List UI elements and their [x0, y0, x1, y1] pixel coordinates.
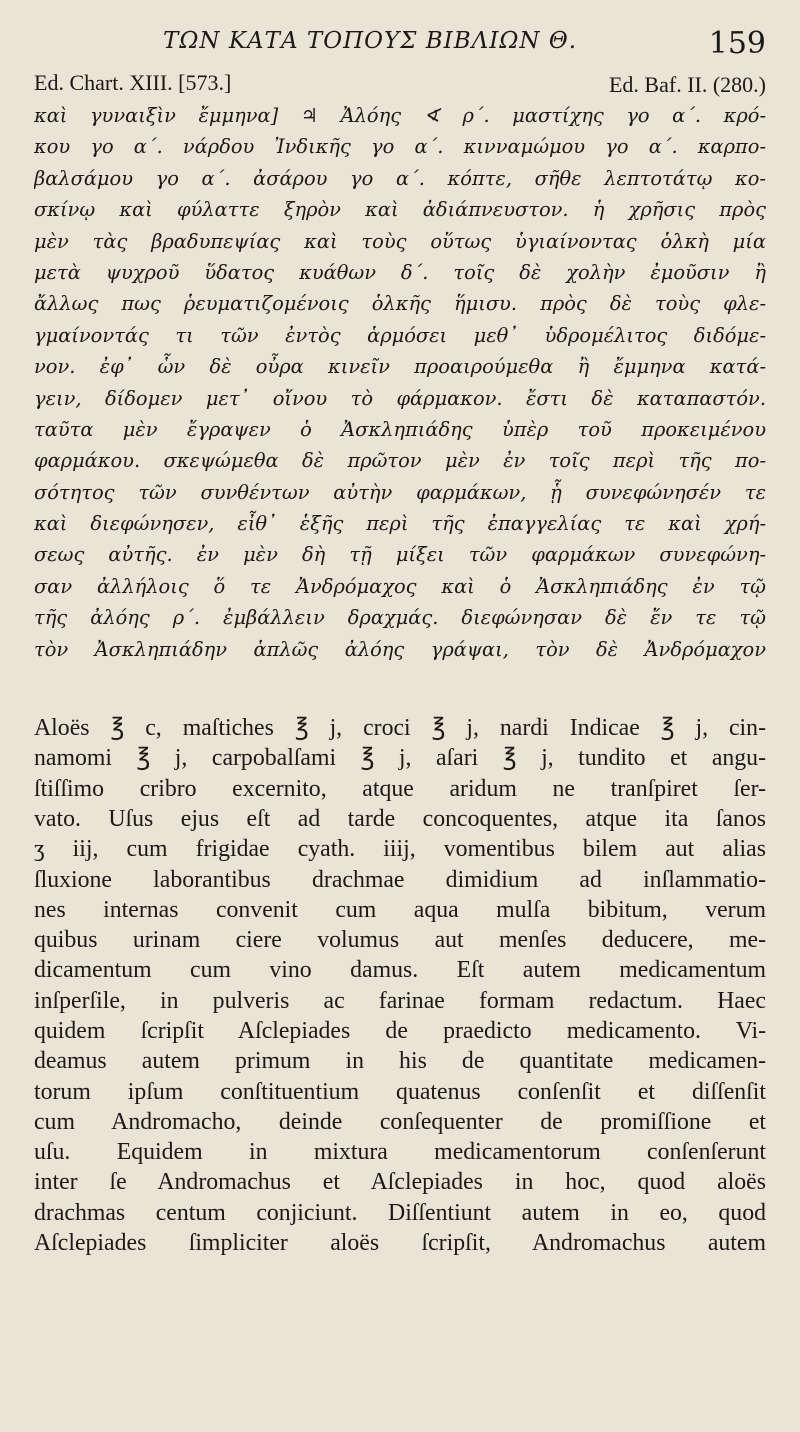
latin-text-block: [34, 713, 766, 1258]
latin-text-line: dicamentum cum vino damus. Eſt autem medicamentum: [34, 957, 766, 984]
greek-text-line: καὶ διεφώνησεν, εἶθ᾽ ἑξῆς περὶ τῆς ἐπαγγελίας τε καὶ χρή-: [34, 512, 766, 536]
edition-basel: Ed. Baf. II. (280.): [608, 72, 766, 97]
latin-text-line: ʒ iij, cum frigidae cyath. iiij, vomentibus bilem aut alias: [34, 836, 766, 863]
latin-text-line: torum ipſum conſtituentium quatenus conſenſit et diſſenſit: [34, 1078, 766, 1105]
latin-text-line: vato. Uſus ejus eſt ad tarde concoquentes, atque ita ſanos: [34, 805, 766, 832]
greek-text-line: τῆς ἀλόης ρ΄. ἐμβάλλειν δραχμάς. διεφώνησαν δὲ ἔν τε τῷ: [34, 606, 766, 630]
latin-text-line: inſperſile, in pulveris ac farinae formam redactum. Haec: [34, 987, 766, 1014]
latin-text-line: ſluxione laborantibus drachmae dimidium ad inſlammatio-: [34, 866, 766, 893]
latin-text-line: drachmas centum conjiciunt. Diſſentiunt autem in eo, quod: [34, 1199, 766, 1226]
greek-text-line: τὸν Ἀσκληπιάδην ἁπλῶς ἀλόης γράψαι, τὸν δὲ Ἀνδρόμαχον: [34, 637, 766, 661]
page-number: 159: [708, 26, 766, 61]
latin-text-line: ſtiſſimo cribro excernito, atque aridum ne tranſpiret ſer-: [34, 775, 766, 802]
greek-text-block: [34, 100, 766, 665]
greek-text-line: σκίνῳ καὶ φύλαττε ξηρὸν καὶ ἀδιάπνευστον. ἡ χρῆσις πρὸς: [34, 198, 766, 222]
latin-text-line: uſu. Equidem in mixtura medicamentorum conſenſerunt: [34, 1139, 766, 1166]
latin-text-line: inter ſe Andromachus et Aſclepiades in hoc, quod aloës: [34, 1169, 766, 1196]
greek-text-line: σαν ἀλλήλοις ὅ τε Ἀνδρόμαχος καὶ ὁ Ἀσκληπιάδης ἐν τῷ: [34, 574, 766, 598]
latin-text-line: Aloës ℥ c, maſtiches ℥ j, croci ℥ j, nardi Indicae ℥ j, cin-: [34, 715, 766, 742]
greek-text-line: νον. ἐφ᾽ ὧν δὲ οὖρα κινεῖν προαιρούμεθα ἢ ἔμμηνα κατά-: [34, 355, 766, 379]
greek-text-line: κου γο α΄. νάρδου Ἰνδικῆς γο α΄. κινναμώμου γο α΄. καρπο-: [34, 135, 766, 159]
greek-text-line: ταῦτα μὲν ἔγραψεν ὁ Ἀσκληπιάδης ὑπὲρ τοῦ προκειμένου: [34, 417, 766, 441]
greek-text-line: φαρμάκου. σκεψώμεθα δὲ πρῶτον μὲν ἐν τοῖς περὶ τῆς πο-: [34, 449, 766, 473]
latin-text-line: cum Andromacho, deinde conſequenter de promiſſione et: [34, 1108, 766, 1135]
latin-text-line: quidem ſcripſit Aſclepiades de praedicto medicamento. Vi-: [34, 1018, 766, 1044]
greek-text-line: γειν, δίδομεν μετ᾽ οἴνου τὸ φάρμακον. ἔστι δὲ καταπαστόν.: [34, 386, 766, 410]
greek-text-line: βαλσάμου γο α΄. ἀσάρου γο α΄. κόπτε, σῆθε λεπτοτάτῳ κο-: [34, 166, 766, 190]
greek-text-line: γμαίνοντάς τι τῶν ἐντὸς ἁρμόσει μεθ᾽ ὑδρομέλιτος διδόμε-: [34, 323, 766, 347]
latin-text-line: Aſclepiades ſimpliciter aloës ſcripſit, Andromachus autem: [34, 1230, 766, 1257]
section-gap: [34, 665, 766, 713]
running-title: ΤΩΝ ΚΑΤΑ ΤΟΠΟΥΣ ΒΙΒΛΙΩΝ Θ.: [162, 28, 578, 54]
greek-text-line: μετὰ ψυχροῦ ὕδατος κυάθων δ΄. τοῖς δὲ χολὴν ἐμοῦσιν ἢ: [34, 260, 766, 284]
greek-text-line: ἄλλως πως ῥευματιζομένοις ὁλκῆς ἥμισυ. πρὸς δὲ τοὺς φλε-: [34, 292, 766, 316]
greek-text-line: σεως αὐτῆς. ἐν μὲν δὴ τῇ μίξει τῶν φαρμάκων συνεφώνη-: [34, 543, 766, 567]
edition-chartier: Ed. Chart. XIII. [573.]: [34, 70, 232, 95]
running-head: [34, 26, 766, 70]
latin-text-line: nes internas convenit cum aqua mulſa bibitum, verum: [34, 896, 766, 923]
greek-text-line: καὶ γυναιξὶν ἔμμηνα] ♃ Ἀλόης ∢ ρ΄. μαστίχης γο α΄. κρό-: [34, 104, 766, 127]
latin-text-line: namomi ℥ j, carpobalſami ℥ j, aſari ℥ j, tundito et angu-: [34, 745, 766, 772]
edition-reference-line: [34, 70, 766, 100]
latin-text-line: quibus urinam ciere volumus aut menſes deducere, me-: [34, 927, 766, 954]
greek-text-line: μὲν τὰς βραδυπεψίας καὶ τοὺς οὕτως ὑγιαίνοντας ὁλκὴ μία: [34, 229, 766, 253]
latin-text-line: deamus autem primum in his de quantitate medicamen-: [34, 1048, 766, 1075]
greek-text-line: σότητος τῶν συνθέντων αὐτὴν φαρμάκων, ᾗ συνεφώνησέν τε: [34, 480, 766, 504]
